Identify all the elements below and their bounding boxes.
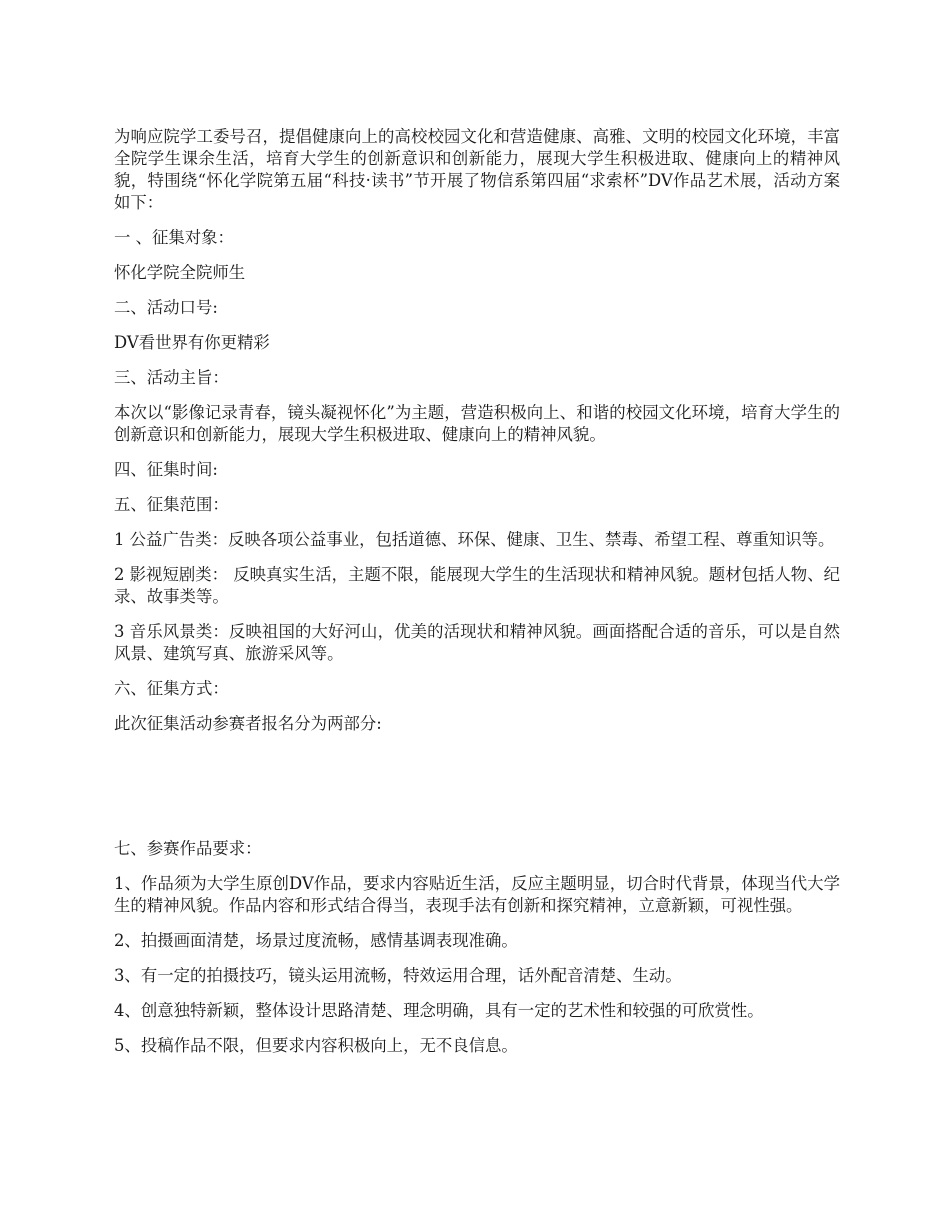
scope-item: 1 公益广告类：反映各项公益事业，包括道德、环保、健康、卫生、禁毒、希望工程、尊重知识等。 (114, 530, 835, 549)
section-body-targets: 怀化学院全院师生 (114, 263, 246, 282)
section-heading-method: 六、征集方式： (114, 679, 229, 698)
section-heading-scope: 五、征集范围： (114, 495, 229, 514)
section-heading-purpose: 三、活动主旨： (114, 368, 229, 387)
section-heading-slogan: 二、活动口号: (114, 298, 218, 317)
blank-space (114, 748, 840, 838)
section-body-purpose: 本次以“影像记录青春，镜头凝视怀化”为主题，营造积极向上、和谐的校园文化环境，培育大学生的创新意识和创新能力，展现大学生积极进取、健康向上的精神风貌。 (114, 403, 840, 444)
scope-item: 3 音乐风景类：反映祖国的大好河山，优美的活现状和精神风貌。画面搭配合适的音乐，可以是自然风景、建筑写真、旅游采风等。 (114, 622, 840, 663)
requirement-item: 3、有一定的拍摄技巧，镜头运用流畅，特效运用合理，话外配音清楚、生动。 (114, 966, 682, 985)
requirement-item: 2、拍摄画面清楚，场景过度流畅，感情基调表现准确。 (114, 931, 518, 950)
intro-paragraph: 为响应院学工委号召，提倡健康向上的高校校园文化和营造健康、高雅、文明的校园文化环境，丰富全院学生课余生活，培育大学生的创新意识和创新能力，展现大学生积极进取、健康向上的精神风貌，特围绕“怀化学院第五届“科技·读书”节开展了物信系第四届“求索杯”DV作品艺术展，活动方案如下： (114, 127, 840, 212)
requirement-item: 4、创意独特新颖，整体设计思路清楚、理念明确，具有一定的艺术性和较强的可欣赏性。 (114, 1001, 764, 1020)
scope-item: 2 影视短剧类： 反映真实生活，主题不限，能展现大学生的生活现状和精神风貌。题材包括人物、纪录、故事类等。 (114, 565, 840, 606)
section-heading-time: 四、征集时间: (114, 460, 218, 479)
section-heading-targets: 一 、征集对象： (114, 228, 234, 247)
section-heading-requirements: 七、参赛作品要求： (114, 839, 262, 858)
requirement-item: 1、作品须为大学生原创DV作品，要求内容贴近生活，反应主题明显，切合时代背景，体现当代大学生的精神风貌。作品内容和形式结合得当，表现手法有创新和探究精神，立意新颖，可视性强。 (114, 874, 840, 915)
section-body-method: 此次征集活动参赛者报名分为两部分: (114, 714, 382, 733)
section-body-slogan: DV看世界有你更精彩 (114, 333, 270, 352)
document-body (114, 126, 840, 1070)
requirement-item: 5、投稿作品不限，但要求内容积极向上，无不良信息。 (114, 1036, 518, 1055)
